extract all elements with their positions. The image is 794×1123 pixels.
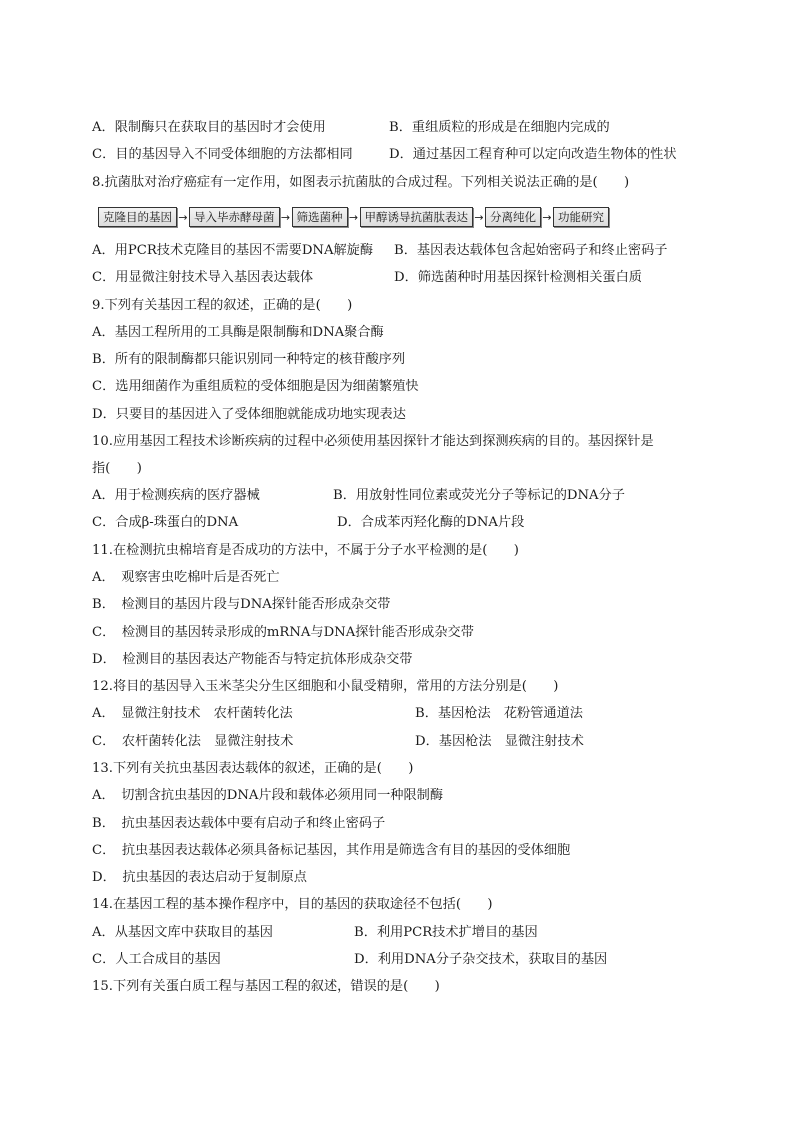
q10-stem-line2: 指( )	[92, 461, 142, 476]
q13-option-a: A． 切割含抗虫基因的DNA片段和载体必须用同一种限制酶	[92, 788, 444, 803]
q7-option-a: A．限制酶只在获取目的基因时才会使用	[92, 120, 326, 135]
flow-step: 功能研究	[553, 207, 609, 227]
q12-option-a: A． 显微注射技术 农杆菌转化法	[92, 706, 293, 721]
q7-option-c: C．目的基因导入不同受体细胞的方法都相同	[92, 147, 353, 162]
antimicrobial-peptide-flowchart	[98, 207, 609, 227]
q12-option-d: D．基因枪法 显微注射技术	[415, 734, 584, 749]
arrow-right-icon: →	[348, 210, 359, 224]
flow-step: 克隆目的基因	[98, 207, 177, 227]
arrow-right-icon: →	[474, 210, 484, 224]
flow-step: 筛选菌种	[292, 207, 348, 227]
q11-option-d: D． 检测目的基因表达产物能否与特定抗体形成杂交带	[92, 652, 413, 667]
q10-option-d: D．合成苯丙羟化酶的DNA片段	[337, 515, 525, 530]
q12-option-b: B．基因枪法 花粉管通道法	[415, 706, 583, 721]
q12-stem: 12.将目的基因导入玉米茎尖分生区细胞和小鼠受精卵，常用的方法分别是( )	[92, 679, 559, 694]
q11-option-c: C． 检测目的基因转录形成的mRNA与DNA探针能否形成杂交带	[92, 625, 474, 640]
arrow-right-icon: →	[542, 210, 552, 224]
q8-option-c: C．用显微注射技术导入基因表达载体	[92, 270, 314, 285]
flow-step: 分离纯化	[485, 207, 541, 227]
arrow-right-icon: →	[178, 210, 188, 224]
q7-option-b: B．重组质粒的形成是在细胞内完成的	[389, 120, 610, 135]
q9-option-a: A．基因工程所用的工具酶是限制酶和DNA聚合酶	[92, 325, 384, 340]
q14-option-a: A．从基因文库中获取目的基因	[92, 925, 273, 940]
q13-option-b: B． 抗虫基因表达载体中要有启动子和终止密码子	[92, 816, 386, 831]
q9-option-d: D．只要目的基因进入了受体细胞就能成功地实现表达	[92, 407, 406, 422]
q12-option-c: C． 农杆菌转化法 显微注射技术	[92, 734, 294, 749]
q8-option-a: A．用PCR技术克隆目的基因不需要DNA解旋酶	[92, 243, 374, 258]
q11-stem: 11.在检测抗虫棉培育是否成功的方法中，不属于分子水平检测的是( )	[92, 543, 519, 558]
q14-stem: 14.在基因工程的基本操作程序中，目的基因的获取途径不包括( )	[92, 897, 493, 912]
q9-option-c: C．选用细菌作为重组质粒的受体细胞是因为细菌繁殖快	[92, 379, 419, 394]
q14-option-d: D．利用DNA分子杂交技术，获取目的基因	[354, 952, 608, 967]
q8-stem: 8.抗菌肽对治疗癌症有一定作用，如图表示抗菌肽的合成过程。下列相关说法正确的是( )	[92, 175, 630, 190]
q7-option-d: D．通过基因工程育种可以定向改造生物体的性状	[389, 147, 677, 162]
q10-option-a: A．用于检测疾病的医疗器械	[92, 488, 260, 503]
q9-stem: 9.下列有关基因工程的叙述，正确的是( )	[92, 298, 353, 313]
q8-option-d: D．筛选菌种时用基因探针检测相关蛋白质	[394, 270, 642, 285]
arrow-right-icon: →	[280, 210, 291, 224]
q11-option-b: B． 检测目的基因片段与DNA探针能否形成杂交带	[92, 597, 391, 612]
q10-stem-line1: 10.应用基因工程技术诊断疾病的过程中必须使用基因探针才能达到探测疾病的目的。基因探针是	[92, 434, 654, 449]
q15-stem: 15.下列有关蛋白质工程与基因工程的叙述，错误的是( )	[92, 979, 440, 994]
flow-step: 导入毕赤酵母菌	[189, 207, 280, 227]
q13-stem: 13.下列有关抗虫基因表达载体的叙述，正确的是( )	[92, 761, 414, 776]
q11-option-a: A． 观察害虫吃棉叶后是否死亡	[92, 570, 280, 585]
q10-option-c: C．合成β-珠蛋白的DNA	[92, 515, 239, 530]
q9-option-b: B．所有的限制酶都只能识别同一种特定的核苷酸序列	[92, 352, 406, 367]
q14-option-b: B．利用PCR技术扩增目的基因	[354, 925, 538, 940]
q13-option-d: D． 抗虫基因的表达启动于复制原点	[92, 870, 307, 885]
flow-step: 甲醇诱导抗菌肽表达	[360, 207, 474, 227]
q8-option-b: B．基因表达载体包含起始密码子和终止密码子	[394, 243, 668, 258]
q13-option-c: C． 抗虫基因表达载体必须具备标记基因，其作用是筛选含有目的基因的受体细胞	[92, 843, 571, 858]
q10-option-b: B．用放射性同位素或荧光分子等标记的DNA分子	[333, 488, 625, 503]
q14-option-c: C．人工合成目的基因	[92, 952, 221, 967]
